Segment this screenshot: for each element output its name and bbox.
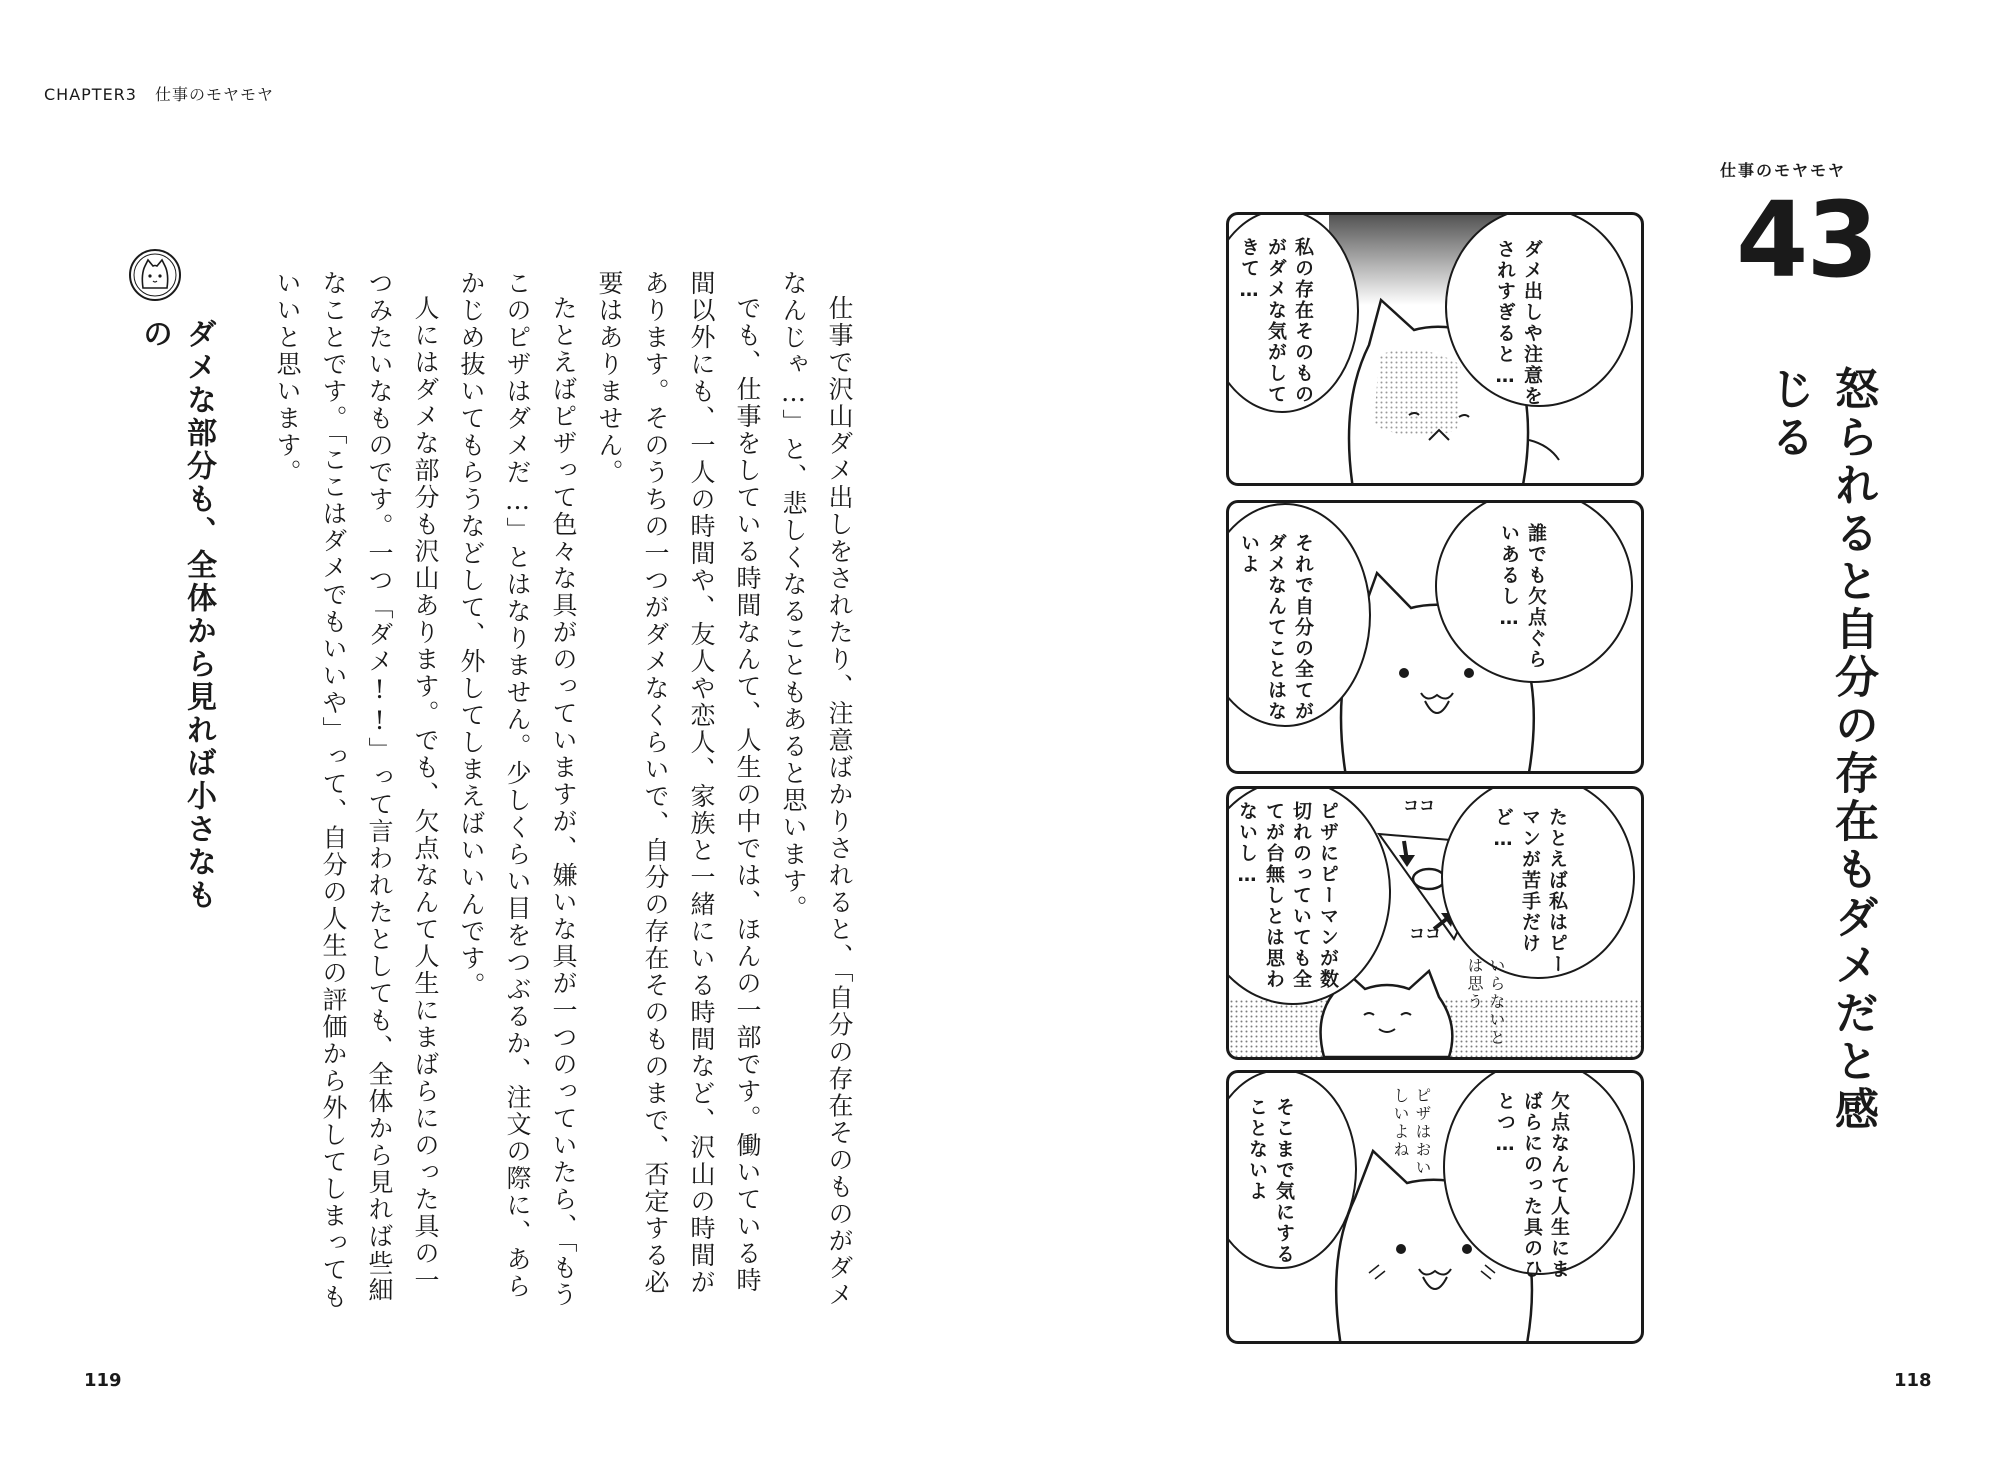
speech-text: 私の存在そのものがダメな気がしてきて…: [1238, 237, 1314, 405]
body-text: [232, 270, 862, 1320]
speech-text: 誰でも欠点ぐらいあるし…: [1498, 523, 1547, 670]
page-number-right: 118: [1894, 1370, 1932, 1391]
page-number-left: 119: [84, 1370, 122, 1391]
comic-panel-4: [1226, 1070, 1644, 1344]
page-title: 怒られると自分の存在もダメだと感じる: [1763, 366, 1878, 1134]
speech-text: 欠点なんて人生にまばらにのった具のひとつ…: [1494, 1091, 1570, 1280]
comic-panel-3: [1226, 786, 1644, 1060]
speech-text: それで自分の全てがダメなんてことはないよ: [1238, 533, 1314, 722]
chapter-header: [44, 82, 292, 105]
comic-panel-2: [1226, 500, 1644, 774]
body-paragraph: 仕事で沢山ダメ出しをされたり、注意ばかりされると、「自分の存在そのものがダメなんじゃ…」と、悲しくなることもあると思います。: [779, 270, 854, 1309]
pizza-label-top: ココ: [1403, 796, 1436, 815]
conclusion-heading: ダメな部分も、全体から見れば小さなもの: [137, 318, 216, 912]
body-paragraph: でも、仕事をしている時間なんて、人生の中では、ほんの一部です。働いている時間以外にも、一人の時間や、友人や恋人、家族と一緒にいる時間など、沢山の時間があります。そのうちの一つがダメなくらいで、自分の存在そのものまで、否定する必要はありません。: [595, 270, 762, 1296]
chapter-label: CHAPTER3: [44, 85, 137, 104]
speech-text: ピザにピーマンが数切れのっていても全てが台無しとは思わないし…: [1236, 801, 1339, 990]
speech-text: そこまで気にすることないよ: [1246, 1097, 1295, 1265]
chapter-title: 仕事のモヤモヤ: [154, 85, 274, 104]
aside-text: ピザはおいしいよね: [1391, 1087, 1432, 1177]
body-paragraph: たとえばピザって色々な具がのっていますが、嫌いな具が一つのっていたら、「もうこのピザはダメだ…」とはなりません。少しくらい目をつぶるか、注文の際に、あらかじめ抜いてもらうなどして、外してしまえばいいんです。: [457, 270, 578, 1309]
body-paragraph: 人にはダメな部分も沢山あります。でも、欠点なんて人生にまばらにのった具の一つみたいなものです。一つ「ダメ!!」って言われたとしても、全体から見れば些細なことです。「ここはダメでもいいや」って、自分の人生の評価から外してしまってもいいと思います。: [273, 270, 440, 1311]
section-label: 仕事のモヤモヤ: [1720, 161, 1847, 180]
speech-text: ダメ出しや注意をされすぎると…: [1494, 239, 1543, 407]
aside-text: いらないとは思う: [1465, 957, 1506, 1047]
pizza-label-bottom: ココ: [1409, 924, 1442, 943]
comic-panel-1: [1226, 212, 1644, 486]
section-number: 43: [1736, 179, 1877, 301]
speech-text: たとえば私はピーマンが苦手だけど…: [1492, 807, 1568, 975]
cat-badge-icon: [128, 248, 182, 302]
